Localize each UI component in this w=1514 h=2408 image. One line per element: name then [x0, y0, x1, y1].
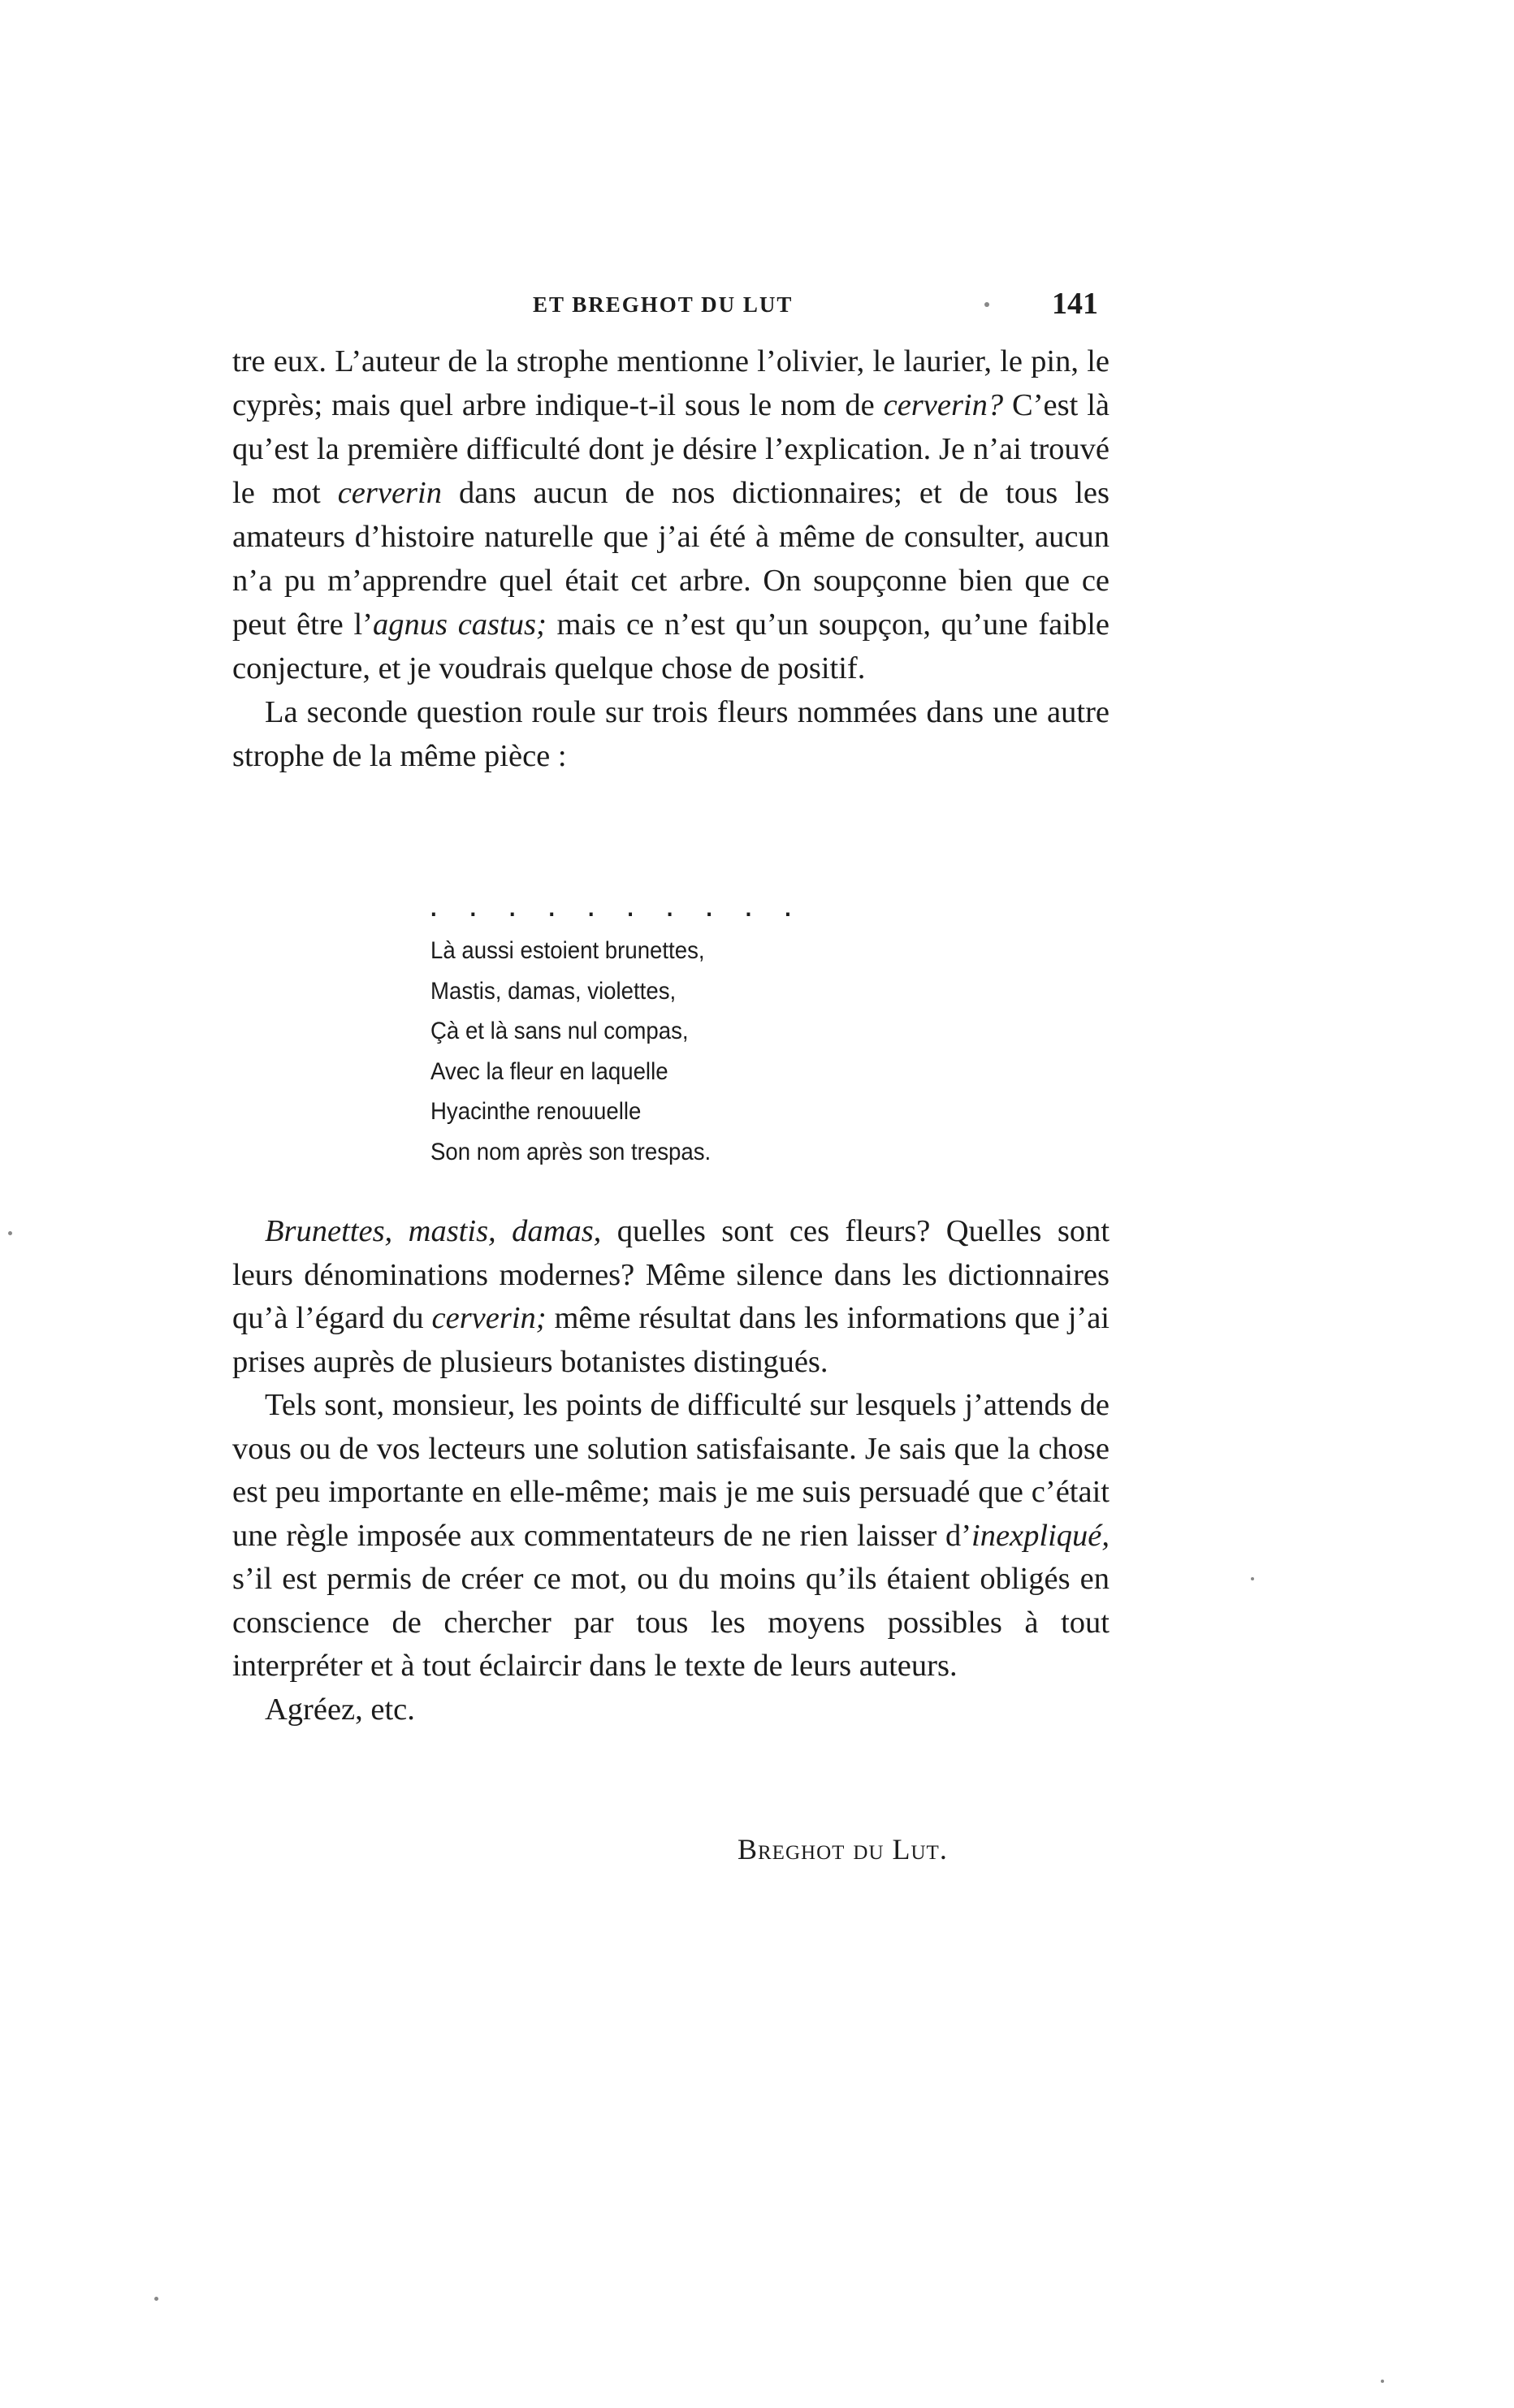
paragraph-1-text-a: tre eux. L’auteur de la strophe mentionne l’olivier, le laurier, le pin, le cyprès; mais quel arbre indique-t-il sous le nom de — [232, 344, 1110, 422]
verse-line: Hyacinthe renouuelle — [430, 1098, 642, 1125]
page-number: 141 — [1052, 287, 1098, 321]
page-header — [232, 286, 1110, 325]
paragraph-1-italic-b: cerverin — [337, 476, 442, 510]
paragraph-3-text-a: quelles sont ces fleurs? Quelles sont leurs dénominations modernes? Même silence dans les dictionnaires qu’à l’égard du — [232, 1214, 1110, 1335]
paper-speck — [8, 1231, 12, 1235]
paragraph-1-text-b: C’est là qu’est la première difficulté dont je désire l’explication. Je n’ai trouvé le mot — [232, 388, 1110, 510]
paragraph-3-text-b: même résultat dans les informations que j’ai prises auprès de plusieurs botanistes distingués. — [232, 1301, 1110, 1379]
paragraph-3 — [232, 1210, 1110, 1384]
paragraph-4-italic-a: inexpliqué, — [971, 1518, 1110, 1553]
paragraph-4 — [232, 1384, 1110, 1688]
paragraph-1-text-d: mais ce n’est qu’un soupçon, qu’une faible conjecture, et je voudrais quelque chose de positif. — [232, 607, 1110, 685]
paragraph-1-italic-c: agnus castus; — [372, 607, 547, 642]
paragraph-2: La seconde question roule sur trois fleurs nommées dans une autre strophe de la même pièce : — [232, 695, 1110, 773]
main-text-top — [232, 339, 1110, 778]
verse-block — [430, 897, 804, 1172]
paragraph-3-italic-a: Brunettes, mastis, damas, — [265, 1214, 602, 1248]
verse-line: Son nom après son trespas. — [430, 1138, 712, 1165]
paragraph-1-italic-a: cerverin? — [883, 388, 1004, 422]
paper-speck — [154, 2297, 158, 2301]
paper-speck — [1381, 2380, 1384, 2383]
closing-line: Agréez, etc. — [265, 1692, 415, 1727]
verse-line: Avec la fleur en laquelle — [430, 1057, 668, 1085]
verse-line: Là aussi estoient brunettes, — [430, 937, 705, 964]
verse-line: Mastis, damas, violettes, — [430, 977, 677, 1005]
running-title: ET BREGHOT DU LUT — [533, 292, 794, 317]
verse-line: Çà et là sans nul compas, — [430, 1018, 689, 1044]
paper-speck — [984, 302, 989, 307]
paragraph-4-text-a: Tels sont, monsieur, les points de difficulté sur lesquels j’attends de vous ou de vos lecteurs une solution satisfaisante. Je sais que la chose est peu importante en elle-même; mais je me suis persuadé que c’était une règle imposée aux commentateurs de ne rien laisser d’ — [232, 1388, 1110, 1553]
signature: Breghot du Lut. — [738, 1833, 948, 1865]
paragraph-1 — [232, 339, 1110, 690]
paper-speck — [1251, 1577, 1254, 1580]
verse-ellipsis: . . . . . . . . . . — [430, 895, 805, 922]
paragraph-3-italic-b: cerverin; — [431, 1301, 547, 1335]
paragraph-4-text-b: s’il est permis de créer ce mot, ou du moins qu’ils étaient obligés en conscience de chercher par tous les moyens possibles à tout interpréter et à tout éclaircir dans le texte de leurs auteurs. — [232, 1562, 1110, 1683]
main-text-bottom — [232, 1210, 1110, 1731]
paragraph-1-text-c: dans aucun de nos dictionnaires; et de tous les amateurs d’histoire naturelle que j’ai été à même de consulter, aucun n’a pu m’apprendre quel était cet arbre. On soupçonne bien que ce peut être l’ — [232, 476, 1110, 642]
